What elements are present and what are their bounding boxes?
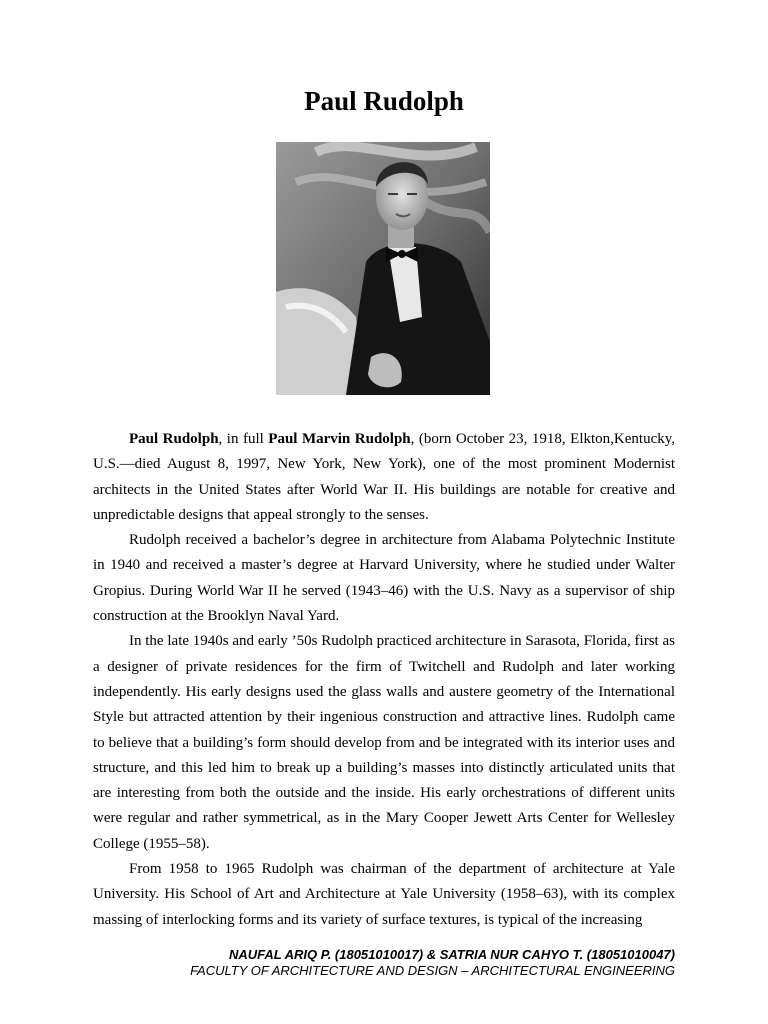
paragraph-1	[93, 427, 675, 528]
paragraph-1-text-b: , (born October 23, 1918, Elkton,Kentucky, U.S.—died August 8, 1997, New York, New York), one of the most prominent Modernist architects in the United States after World War II. His buildings are notable for creative and unpredictable designs that appeal strongly to the senses.	[93, 431, 676, 523]
page-title: Paul Rudolph	[304, 86, 464, 116]
page-footer	[93, 947, 675, 979]
subject-name: Paul Rudolph	[129, 431, 219, 447]
portrait-photo	[276, 142, 490, 395]
subject-full-name: Paul Marvin Rudolph	[268, 431, 411, 447]
paragraph-3: In the late 1940s and early ’50s Rudolph practiced architecture in Sarasota, Florida, first as a designer of private residences for the firm of Twitchell and Rudolph and later working independently. His early designs used the glass walls and austere geometry of the International Style but attracted attention by their ingenious construction and attractive lines. Rudolph came to believe that a building’s form should develop from and be integrated with its interior uses and structure, and this led him to break up a building’s masses into distinctly articulated units that are interesting from both the outside and the inside. His early orchestrations of different units were regular and rather symmetrical, as in the Mary Cooper Jewett Arts Center for Wellesley College (1955–58).	[93, 633, 675, 852]
paragraph-1-text-a: , in full	[218, 431, 269, 447]
footer-faculty: FACULTY OF ARCHITECTURE AND DESIGN – ARCHITECTURAL ENGINEERING	[190, 963, 675, 978]
paragraph-2: Rudolph received a bachelor’s degree in architecture from Alabama Polytechnic Institute in 1940 and received a master’s degree at Harvard University, where he studied under Walter Gropius. During World War II he served (1943–46) with the U.S. Navy as a supervisor of ship construction at the Brooklyn Naval Yard.	[93, 532, 675, 625]
paragraph-4: From 1958 to 1965 Rudolph was chairman of the department of architecture at Yale University. His School of Art and Architecture at Yale University (1958–63), with its complex massing of interlocking forms and its variety of surface textures, is typical of the increasing	[93, 861, 675, 928]
footer-authors: NAUFAL ARIQ P. (18051010017) & SATRIA NUR CAHYO T. (18051010047)	[228, 947, 675, 962]
article-body	[93, 427, 675, 933]
